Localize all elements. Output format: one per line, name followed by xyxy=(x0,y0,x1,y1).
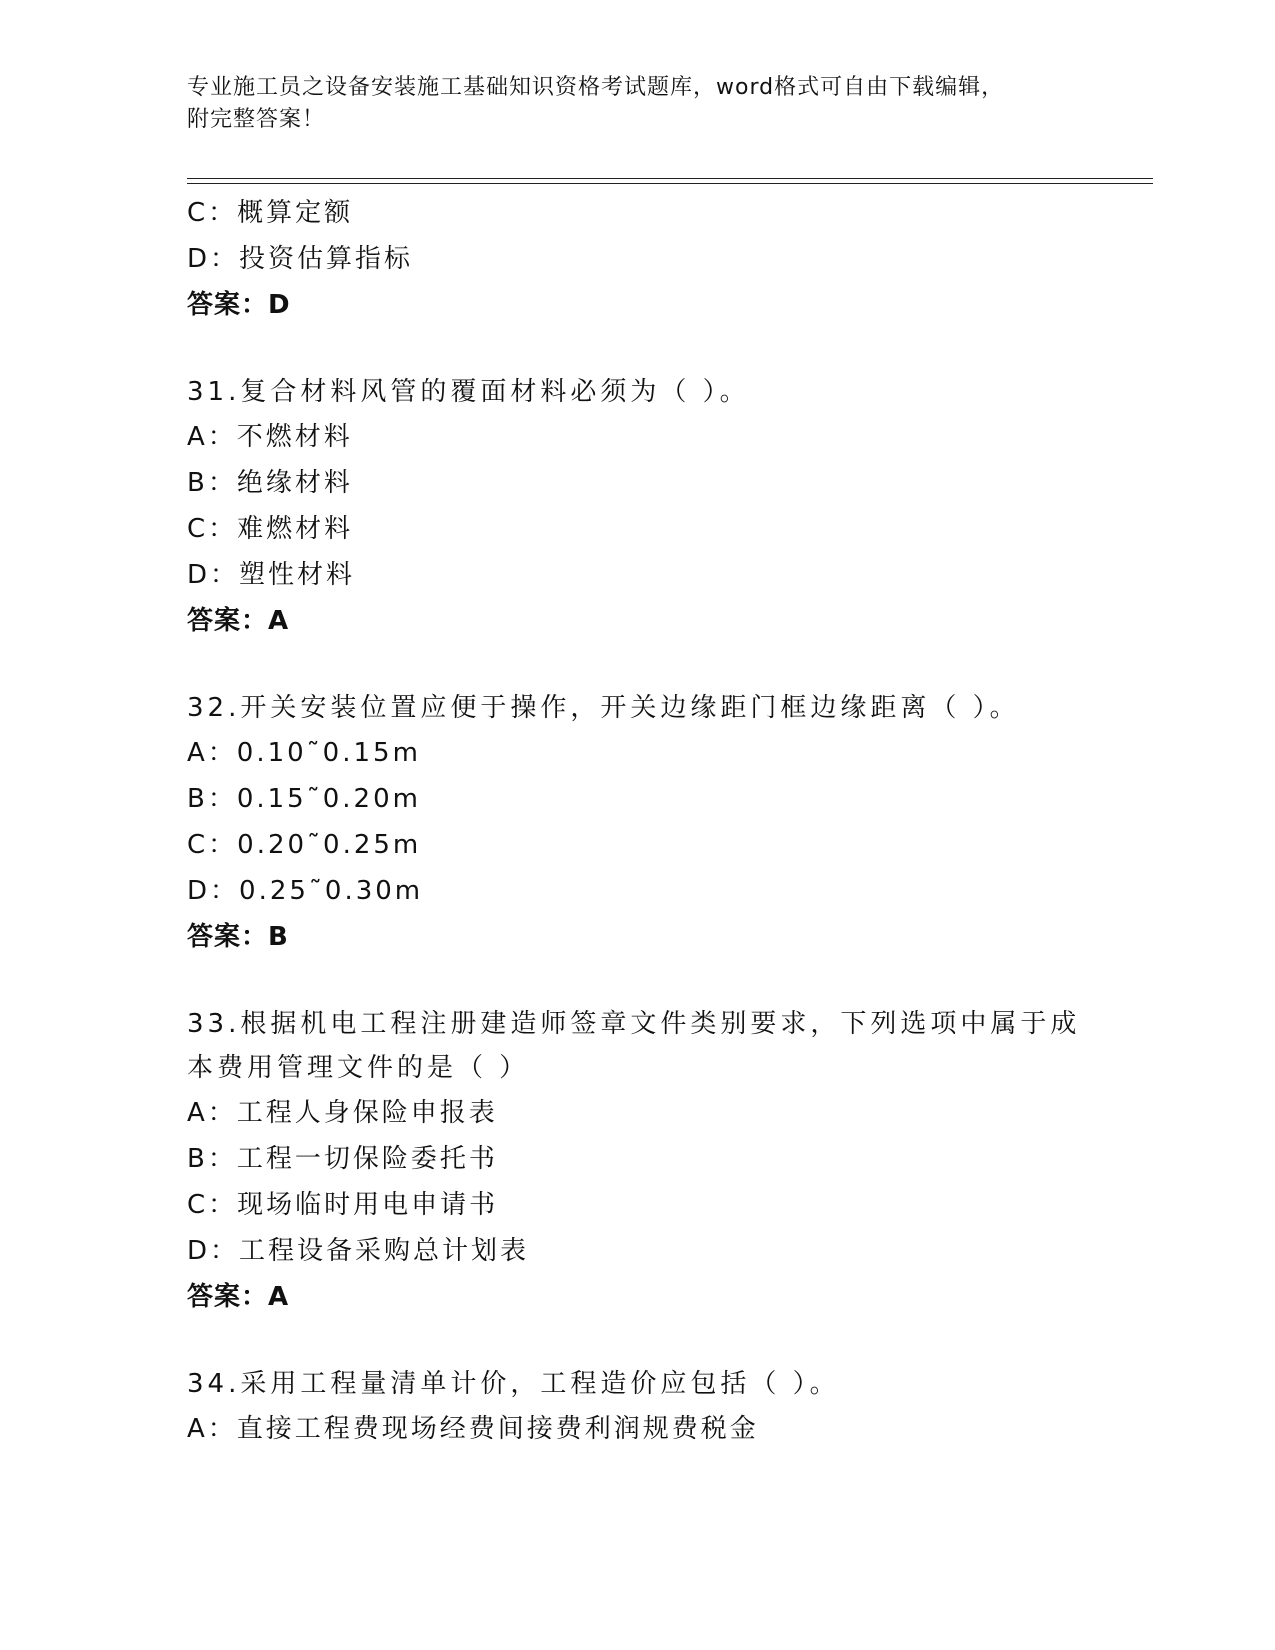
option-d: D：工程设备采购总计划表 xyxy=(187,1236,530,1266)
question-34 xyxy=(187,1362,1087,1452)
option-b: B：0.15˜0.20m xyxy=(187,784,421,814)
option-d: D：0.25˜0.30m xyxy=(187,876,424,906)
header-line-2: 附完整答案！ xyxy=(187,107,326,132)
question-title: 33.根据机电工程注册建造师签章文件类别要求，下列选项中属于成本费用管理文件的是（ ） xyxy=(187,1009,1081,1083)
option-a: A：0.10˜0.15m xyxy=(187,738,421,768)
option-c: C：0.20˜0.25m xyxy=(187,830,422,860)
question-32 xyxy=(187,686,1087,960)
answer-line: 答案：B xyxy=(187,922,289,952)
option-c: C：难燃材料 xyxy=(187,514,354,544)
answer-line: 答案：A xyxy=(187,606,290,636)
option-a: A：不燃材料 xyxy=(187,422,353,452)
question-33 xyxy=(187,1002,1087,1320)
header-line-1: 专业施工员之设备安装施工基础知识资格考试题库，word格式可自由下载编辑， xyxy=(187,75,1005,100)
question-30-continued xyxy=(187,190,1087,328)
option-a: A：工程人身保险申报表 xyxy=(187,1098,498,1128)
option-c: C：概算定额 xyxy=(187,198,354,228)
question-title: 34.采用工程量清单计价，工程造价应包括（ ）。 xyxy=(187,1369,840,1399)
spacer xyxy=(187,328,1087,370)
option-d: D：投资估算指标 xyxy=(187,244,414,274)
question-31 xyxy=(187,370,1087,644)
document-header xyxy=(187,72,1087,136)
answer-line: 答案：D xyxy=(187,290,291,320)
spacer xyxy=(187,960,1087,1002)
question-list xyxy=(187,190,1087,1452)
spacer xyxy=(187,1320,1087,1362)
option-b: B：绝缘材料 xyxy=(187,468,353,498)
option-a: A：直接工程费现场经费间接费利润规费税金 xyxy=(187,1414,759,1444)
header-divider-bottom xyxy=(187,183,1153,184)
option-c: C：现场临时用电申请书 xyxy=(187,1190,499,1220)
question-title: 31.复合材料风管的覆面材料必须为（ ）。 xyxy=(187,377,750,407)
option-b: B：工程一切保险委托书 xyxy=(187,1144,498,1174)
question-title: 32.开关安装位置应便于操作，开关边缘距门框边缘距离（ ）。 xyxy=(187,693,1020,723)
option-d: D：塑性材料 xyxy=(187,560,356,590)
spacer xyxy=(187,644,1087,686)
answer-line: 答案：A xyxy=(187,1282,290,1312)
header-divider-top xyxy=(187,178,1153,179)
